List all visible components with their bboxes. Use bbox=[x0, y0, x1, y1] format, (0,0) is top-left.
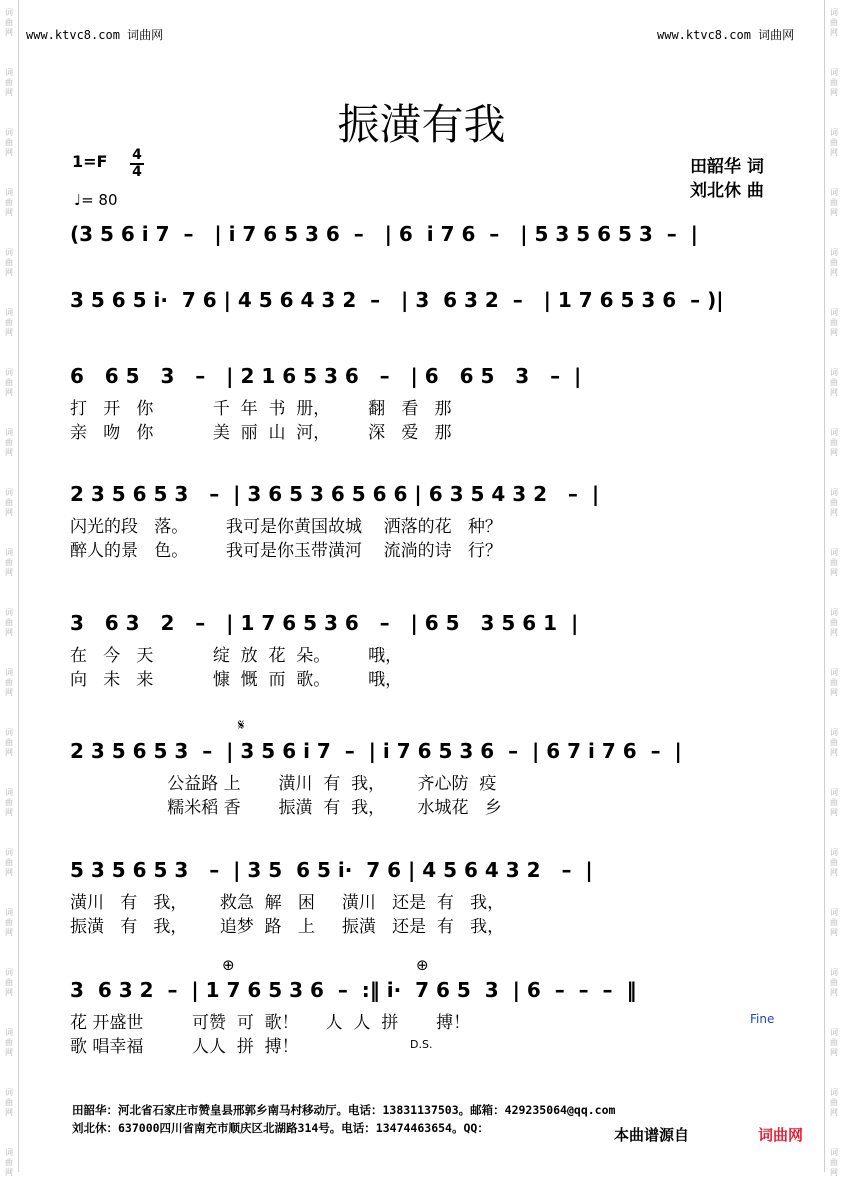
header-site-right[interactable]: www.ktvc8.com 词曲网 bbox=[657, 28, 795, 42]
side-watermark-text: 词 曲 网 bbox=[830, 68, 838, 97]
footer-lyricist-contact: 田韶华：河北省石家庄市赞皇县邢郭乡南马村移动厅。电话：13831137503。邮箱：429235064@qq.com bbox=[72, 1103, 616, 1117]
side-watermark-text: 词 曲 网 bbox=[830, 308, 838, 337]
tempo-value: = 80 bbox=[81, 191, 118, 209]
score-row-1-notes: (3 5 6 i 7 – | i 7 6 5 3 6 – | 6 i 7 6 – | 5 3 5 6 5 3 – | bbox=[70, 222, 698, 246]
side-watermark-text: 词 曲 网 bbox=[5, 848, 13, 877]
side-watermark-text: 词 曲 网 bbox=[5, 8, 13, 37]
ds-mark: D.S. bbox=[410, 1038, 433, 1051]
time-signature-top: 4 bbox=[132, 147, 142, 163]
side-watermark-text: 词 曲 网 bbox=[5, 368, 13, 397]
side-watermark-text: 词 曲 网 bbox=[5, 308, 13, 337]
side-watermark-text: 词 曲 网 bbox=[830, 908, 838, 937]
side-watermark-text: 词 曲 网 bbox=[5, 608, 13, 637]
quarter-note-icon: ♩ bbox=[74, 191, 82, 209]
side-watermark-text: 词 曲 网 bbox=[830, 728, 838, 757]
side-watermark-text: 词 曲 网 bbox=[5, 188, 13, 217]
side-watermark-text: 词 曲 网 bbox=[830, 368, 838, 397]
score-row-2-notes: 3 5 6 5 i· 7 6 | 4 5 6 4 3 2 – | 3 6 3 2 – | 1 7 6 5 3 6 – )| bbox=[70, 288, 724, 312]
score-row-8-lyrics-2: 歌 唱幸福 人人 拼 搏！ bbox=[70, 1037, 299, 1057]
footer-composer-contact: 刘北休：637000四川省南充市顺庆区北湖路314号。电话：13474463654。QQ： bbox=[72, 1121, 489, 1135]
side-watermark-text: 词 曲 网 bbox=[830, 1148, 838, 1177]
time-signature-bottom: 4 bbox=[132, 164, 142, 180]
side-watermark-text: 词 曲 网 bbox=[5, 1148, 13, 1177]
side-watermark-text: 词 曲 网 bbox=[830, 1028, 838, 1057]
side-watermark-text: 词 曲 网 bbox=[5, 68, 13, 97]
side-watermark-text: 词 曲 网 bbox=[830, 668, 838, 697]
coda-icon-1: ⊕ bbox=[222, 956, 235, 974]
score-row-5-lyrics-1: 在 今 天 绽 放 花 朵。 哦， bbox=[70, 646, 403, 666]
side-watermark-text: 词 曲 网 bbox=[5, 128, 13, 157]
score-row-3-lyrics-2: 亲 吻 你 美 丽 山 河， 深 爱 那 bbox=[70, 423, 452, 443]
side-watermark-text: 词 曲 网 bbox=[830, 1088, 838, 1117]
score-row-5-lyrics-2: 向 未 来 慷 慨 而 歌。 哦， bbox=[70, 670, 403, 690]
side-watermark-text: 词 曲 网 bbox=[5, 968, 13, 997]
score-row-7-lyrics-2: 振潢 有 我， 追梦 路 上 振潢 还是 有 我， bbox=[70, 917, 505, 937]
side-watermark-text: 词 曲 网 bbox=[5, 668, 13, 697]
side-watermark-text: 词 曲 网 bbox=[830, 548, 838, 577]
score-row-6-lyrics-1: 公益路 上 潢川 有 我， 齐心防 疫 bbox=[70, 774, 497, 794]
coda-icon-2: ⊕ bbox=[416, 956, 429, 974]
score-row-7-lyrics-1: 潢川 有 我， 救急 解 困 潢川 还是 有 我， bbox=[70, 893, 505, 913]
side-watermark-text: 词 曲 网 bbox=[5, 788, 13, 817]
brand-logo[interactable]: 词曲网 bbox=[758, 1126, 804, 1144]
side-watermark-text: 词 曲 网 bbox=[830, 8, 838, 37]
fine-mark: Fine bbox=[750, 1012, 775, 1026]
source-label: 本曲谱源自 bbox=[614, 1126, 690, 1144]
score-row-6-notes: 2 3 5 6 5 3 – | 3 5 6 i 7 – | i 7 6 5 3 6 – | 6 7 i 7 6 – | bbox=[70, 739, 682, 763]
score-row-5-notes: 3 6 3 2 – | 1 7 6 5 3 6 – | 6 5 3 5 6 1 | bbox=[70, 611, 579, 635]
song-title: 振潢有我 bbox=[337, 100, 506, 149]
side-watermark-text: 词 曲 网 bbox=[5, 728, 13, 757]
tempo-marking bbox=[74, 191, 118, 209]
side-watermark-text: 词 曲 网 bbox=[830, 128, 838, 157]
side-watermark-text: 词 曲 网 bbox=[830, 488, 838, 517]
side-watermark-text: 词 曲 网 bbox=[5, 1028, 13, 1057]
side-watermark-text: 词 曲 网 bbox=[830, 848, 838, 877]
side-watermark-text: 词 曲 网 bbox=[830, 428, 838, 457]
side-watermark-text: 词 曲 网 bbox=[830, 968, 838, 997]
score-row-4-lyrics-1: 闪光的段 落。 我可是你黄国故城 洒落的花 种？ bbox=[70, 517, 502, 537]
side-watermark-text: 词 曲 网 bbox=[5, 488, 13, 517]
side-watermark-text: 词 曲 网 bbox=[5, 248, 13, 277]
score-row-8-notes: 3 6 3 2 – | 1 7 6 5 3 6 – :‖ i· 7 6 5 3 | 6 – – – ‖ bbox=[70, 978, 637, 1002]
side-watermark-text: 词 曲 网 bbox=[830, 788, 838, 817]
score-row-4-lyrics-2: 醉人的景 色。 我可是你玉带潢河 流淌的诗 行？ bbox=[70, 541, 502, 561]
side-watermark-text: 词 曲 网 bbox=[5, 428, 13, 457]
key-signature: 1=F bbox=[72, 152, 108, 171]
time-signature bbox=[130, 148, 144, 180]
side-watermark-text: 词 曲 网 bbox=[830, 608, 838, 637]
side-watermark-text: 词 曲 网 bbox=[830, 248, 838, 277]
side-watermark-text: 词 曲 网 bbox=[5, 1088, 13, 1117]
left-watermark-strip bbox=[0, 0, 19, 1177]
header-site-left[interactable]: www.ktvc8.com 词曲网 bbox=[26, 28, 164, 42]
score-row-6-lyrics-2: 糯米稻 香 振潢 有 我， 水城花 乡 bbox=[70, 798, 502, 818]
right-watermark-strip bbox=[824, 0, 843, 1177]
score-row-4-notes: 2 3 5 6 5 3 – | 3 6 5 3 6 5 6 6 | 6 3 5 4 3 2 – | bbox=[70, 482, 600, 506]
side-watermark-text: 词 曲 网 bbox=[830, 188, 838, 217]
segno-icon: 𝄋 bbox=[238, 716, 245, 734]
side-watermark-text: 词 曲 网 bbox=[5, 908, 13, 937]
score-row-3-notes: 6 6 5 3 – | 2 1 6 5 3 6 – | 6 6 5 3 – | bbox=[70, 364, 582, 388]
composer-credit: 刘北休 曲 bbox=[690, 181, 764, 201]
side-watermark-text: 词 曲 网 bbox=[5, 548, 13, 577]
score-row-3-lyrics-1: 打 开 你 千 年 书 册， 翻 看 那 bbox=[70, 399, 452, 419]
score-row-8-lyrics-1: 花 开盛世 可赞 可 歌！ 人 人 拼 搏！ bbox=[70, 1013, 471, 1033]
lyricist-credit: 田韶华 词 bbox=[690, 157, 764, 177]
score-row-7-notes: 5 3 5 6 5 3 – | 3 5 6 5 i· 7 6 | 4 5 6 4 3 2 – | bbox=[70, 858, 593, 882]
